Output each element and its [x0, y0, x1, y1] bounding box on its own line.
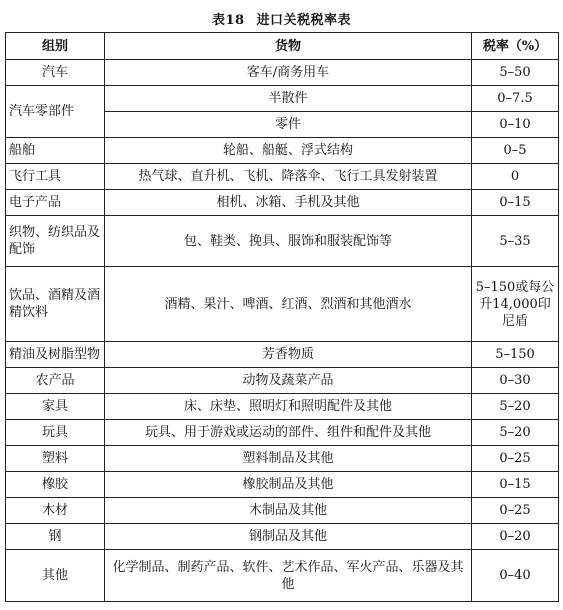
goods-cell: 包、鞋类、挽具、服饰和服装配饰等	[105, 216, 472, 267]
table-row	[6, 394, 559, 420]
group-cell: 饮品、酒精及酒精饮料	[6, 267, 105, 342]
table-caption-title: 进口关税税率表	[256, 13, 352, 28]
rate-cell: 0–10	[472, 112, 559, 138]
group-cell: 船舶	[6, 138, 105, 164]
goods-cell: 酒精、果汁、啤酒、红酒、烈酒和其他酒水	[105, 267, 472, 342]
group-cell: 农产品	[6, 368, 105, 394]
table-row	[6, 342, 559, 368]
table-row	[6, 164, 559, 190]
rate-cell: 0–25	[472, 498, 559, 524]
goods-cell: 木制品及其他	[105, 498, 472, 524]
table-row	[6, 498, 559, 524]
goods-cell: 芳香物质	[105, 342, 472, 368]
import-tariff-table	[5, 32, 559, 602]
table-caption	[0, 9, 563, 28]
table-row	[6, 190, 559, 216]
table-row	[6, 216, 559, 267]
goods-cell: 塑料制品及其他	[105, 446, 472, 472]
table-row	[6, 138, 559, 164]
rate-cell: 0	[472, 164, 559, 190]
table-row	[6, 446, 559, 472]
rate-cell: 0–15	[472, 190, 559, 216]
table-row	[6, 550, 559, 602]
goods-cell: 客车/商务用车	[105, 60, 472, 86]
goods-cell: 化学制品、制药产品、软件、艺术作品、军火产品、乐器及其他	[105, 550, 472, 602]
rate-cell: 5–20	[472, 394, 559, 420]
rate-cell: 0–20	[472, 524, 559, 550]
goods-cell: 热气球、直升机、飞机、降落伞、飞行工具发射装置	[105, 164, 472, 190]
goods-cell: 零件	[105, 112, 472, 138]
goods-cell: 轮船、船艇、浮式结构	[105, 138, 472, 164]
group-cell: 玩具	[6, 420, 105, 446]
rate-cell: 0–40	[472, 550, 559, 602]
group-cell: 织物、纺织品及配饰	[6, 216, 105, 267]
column-header-goods: 货物	[105, 33, 472, 60]
rate-cell: 0–7.5	[472, 86, 559, 112]
group-cell: 塑料	[6, 446, 105, 472]
rate-cell: 0–5	[472, 138, 559, 164]
table-row	[6, 420, 559, 446]
goods-cell: 相机、冰箱、手机及其他	[105, 190, 472, 216]
group-cell: 其他	[6, 550, 105, 602]
group-cell: 精油及树脂型物	[6, 342, 105, 368]
goods-cell: 橡胶制品及其他	[105, 472, 472, 498]
group-cell: 家具	[6, 394, 105, 420]
group-cell: 飞行工具	[6, 164, 105, 190]
goods-cell: 钢制品及其他	[105, 524, 472, 550]
group-cell: 电子产品	[6, 190, 105, 216]
rate-cell: 5–35	[472, 216, 559, 267]
table-row	[6, 86, 559, 112]
rate-cell: 0–15	[472, 472, 559, 498]
rate-cell: 0–30	[472, 368, 559, 394]
table-row	[6, 60, 559, 86]
column-header-group: 组别	[6, 33, 105, 60]
rate-cell: 5–150或每公升14,000印尼盾	[472, 267, 559, 342]
goods-cell: 玩具、用于游戏或运动的部件、组件和配件及其他	[105, 420, 472, 446]
group-cell: 汽车	[6, 60, 105, 86]
group-cell: 钢	[6, 524, 105, 550]
goods-cell: 动物及蔬菜产品	[105, 368, 472, 394]
column-header-rate: 税率（%）	[472, 33, 559, 60]
group-cell: 汽车零部件	[6, 86, 105, 138]
table-caption-label: 表18	[211, 13, 245, 28]
group-cell: 橡胶	[6, 472, 105, 498]
rate-cell: 5–20	[472, 420, 559, 446]
table-row	[6, 267, 559, 342]
table-row	[6, 472, 559, 498]
table-row	[6, 524, 559, 550]
rate-cell: 0–25	[472, 446, 559, 472]
table-row	[6, 368, 559, 394]
rate-cell: 5–50	[472, 60, 559, 86]
group-cell: 木材	[6, 498, 105, 524]
goods-cell: 床、床垫、照明灯和照明配件及其他	[105, 394, 472, 420]
table-header-row	[6, 33, 559, 60]
goods-cell: 半散件	[105, 86, 472, 112]
rate-cell: 5–150	[472, 342, 559, 368]
